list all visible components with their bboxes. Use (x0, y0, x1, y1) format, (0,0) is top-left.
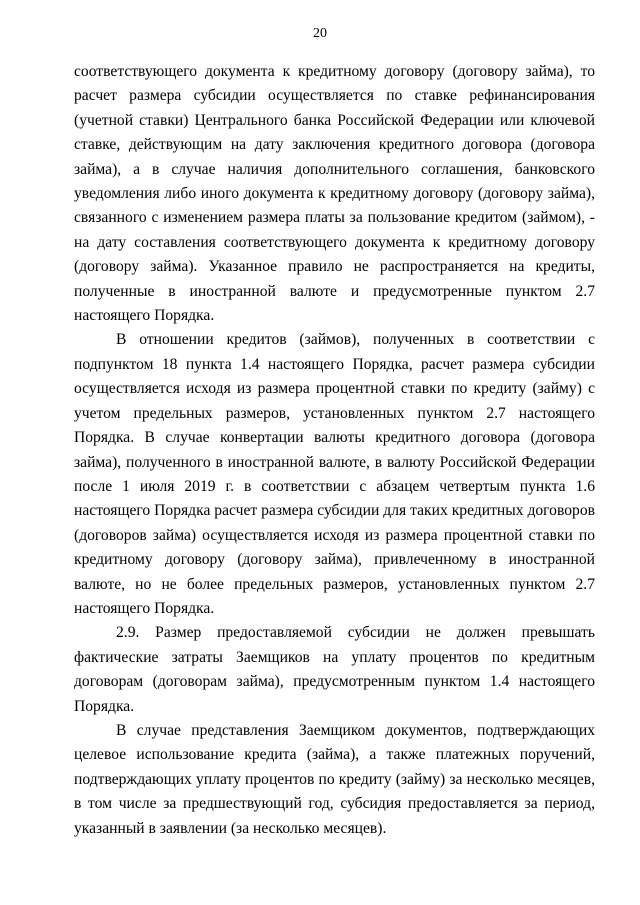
page-number: 20 (313, 26, 327, 41)
paragraph-foreign-currency-loans: В отношении кредитов (займов), полученных в соответствии с подпунктом 18 пункта 1.4 настоящего Порядка, расчет размера субсидии осуществляется исходя из размера процентной ставки по кредиту (займу) с учетом предельных размеров, установленных пунктом 2.7 настоящего Порядка. В случае конвертации валюты кредитного договора (договора займа), полученного в иностранной валюте, в валюту Российской Федерации после 1 июля 2019 г. в соответствии с абзацем четвертым пункта 1.6 настоящего Порядка расчет размера субсидии для таких кредитных договоров (договоров займа) осуществляется исходя из размера процентной ставки по кредитному договору (договору займа), привлеченному в иностранной валюте, но не более предельных размеров, установленных пунктом 2.7 настоящего Порядка. (74, 331, 595, 617)
paragraph-multi-month-subsidy: В случае представления Заемщиком документов, подтверждающих целевое использование кредита (займа), а также платежных поручений, подтверждающих уплату процентов по кредиту (займу) за несколько месяцев, в том числе за предшествующий год, субсидия предоставляется за период, указанный в заявлении (за несколько месяцев). (74, 721, 595, 837)
paragraph-2-9: 2.9. Размер предоставляемой субсидии не должен превышать фактические затраты Заемщиков на уплату процентов по кредитным договорам (договорам займа), предусмотренным пунктом 1.4 настоящего Порядка. (74, 624, 595, 715)
document-body (74, 60, 595, 841)
paragraph-continuation: соответствующего документа к кредитному договору (договору займа), то расчет размера субсидии осуществляется по ставке рефинансирования (учетной ставки) Центрального банка Российской Федерации или ключевой ставке, действующим на дату заключения кредитного договора (договора займа), а в случае наличия дополнительного соглашения, банковского уведомления либо иного документа к кредитному договору (договору займа), связанного с изменением размера платы за пользование кредитом (займом), - на дату составления соответствующего документа к кредитному договору (договору займа). Указанное правило не распространяется на кредиты, полученные в иностранной валюте и предусмотренные пунктом 2.7 настоящего Порядка. (74, 63, 595, 325)
